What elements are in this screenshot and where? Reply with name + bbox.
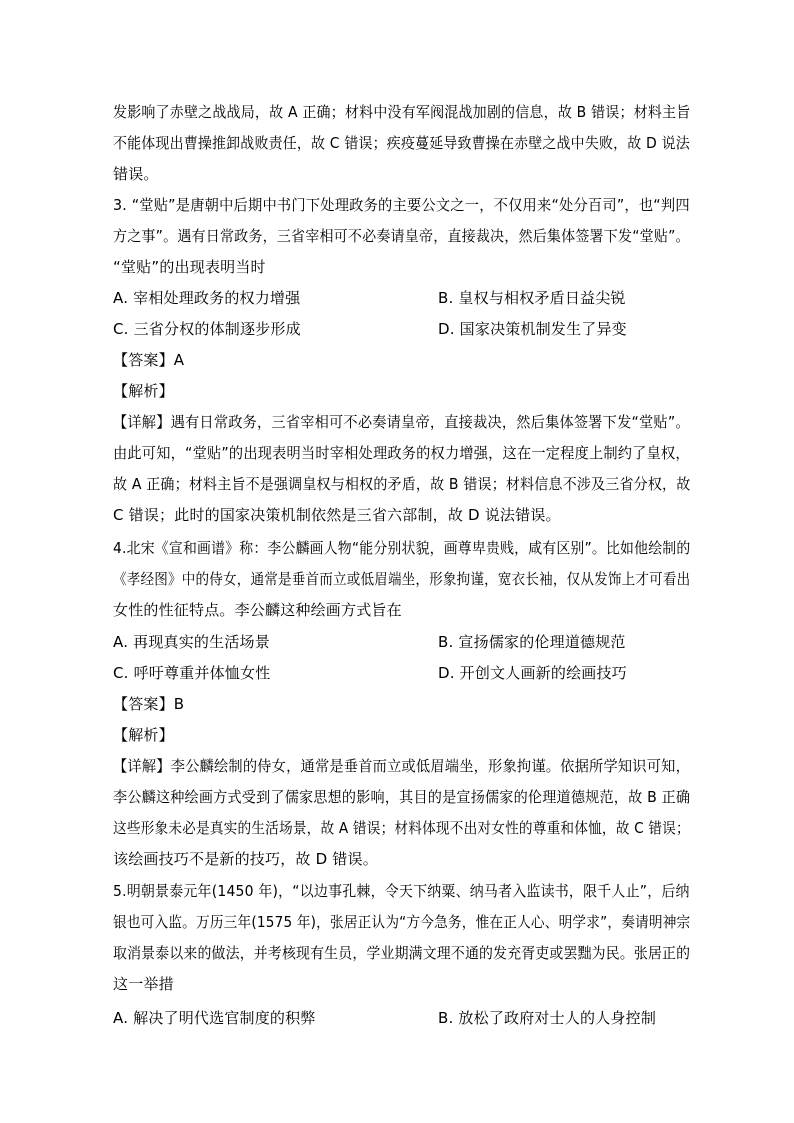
q3-detail-line-3: 故 A 正确；材料主旨不是强调皇权与相权的矛盾，故 B 错误；材料信息不涉及三省分权，故 (113, 475, 691, 493)
q3-stem-line-1: 3. “堂贴”是唐朝中后期中书门下处理政务的主要公文之一，不仅用来“处分百司”，也“判四 (113, 196, 690, 214)
q3-detail-line-4: C 错误；此时的国家决策机制依然是三省六部制，故 D 说法错误。 (113, 506, 561, 524)
q4-option-c: C. 呼吁尊重并体恤女性 (113, 664, 271, 682)
q4-option-b: B. 宣扬儒家的伦理道德规范 (438, 633, 626, 651)
q3-detail-line-1: 【详解】遇有日常政务，三省宰相可不必奏请皇帝，直接裁决，然后集体签署下发“堂贴”。 (113, 413, 690, 431)
q5-stem-line-1: 5.明朝景泰元年(1450 年)，“以边事孔棘，令天下纳粟、纳马者入监读书，限千人止”，后纳 (113, 882, 690, 900)
q4-detail-line-2: 李公麟这种绘画方式受到了儒家思想的影响，其目的是宣扬儒家的伦理道德规范，故 B 正确 (113, 788, 691, 806)
q5-stem-line-4: 这一举措 (113, 975, 174, 993)
q5-option-b: B. 放松了政府对士人的人身控制 (438, 1009, 657, 1027)
q5-stem-line-2: 银也可入监。万历三年(1575 年)，张居正认为“方今急务，惟在正人心、明学求”，奏请明神宗 (113, 913, 691, 931)
q4-detail-line-4: 该绘画技巧不是新的技巧，故 D 错误。 (113, 850, 378, 868)
q3-analysis-label: 【解析】 (113, 382, 174, 400)
q4-option-a: A. 再现真实的生活场景 (113, 633, 270, 651)
q4-analysis-label: 【解析】 (113, 726, 174, 744)
q4-stem-line-2: 《孝经图》中的侍女，通常是垂首而立或低眉端坐，形象拘谨，宽衣长袖，仅从发饰上才可看出 (113, 570, 691, 588)
q4-option-d: D. 开创文人画新的绘画技巧 (438, 664, 627, 682)
q3-stem-line-2: 方之事”。遇有日常政务，三省宰相可不必奏请皇帝，直接裁决，然后集体签署下发“堂贴”。 (113, 227, 690, 245)
q3-stem-line-3: “堂贴”的出现表明当时 (113, 258, 266, 276)
intro-line-2: 不能体现出曹操推卸战败责任，故 C 错误；疾疫蔓延导致曹操在赤壁之战中失败，故 D 说法 (113, 134, 690, 152)
q5-option-a: A. 解决了明代选官制度的积弊 (113, 1009, 316, 1027)
q5-stem-line-3: 取消景泰以来的做法，并考核现有生员，学业期满文理不通的发充胥吏或罢黜为民。张居正的 (113, 944, 691, 962)
q4-answer: 【答案】B (113, 695, 185, 713)
q4-stem-line-1: 4.北宋《宣和画谱》称：李公麟画人物“能分别状貌，画尊卑贵贱，咸有区别”。比如他绘制的 (113, 539, 691, 557)
q3-option-b: B. 皇权与相权矛盾日益尖锐 (438, 289, 626, 307)
q3-detail-line-2: 由此可知，“堂贴”的出现表明当时宰相处理政务的权力增强，这在一定程度上制约了皇权， (113, 444, 690, 462)
q3-option-c: C. 三省分权的体制逐步形成 (113, 320, 301, 338)
q3-answer: 【答案】A (113, 351, 185, 369)
q4-detail-line-3: 这些形象未必是真实的生活场景，故 A 错误；材料体现不出对女性的尊重和体恤，故 C 错误； (113, 819, 690, 837)
q4-stem-line-3: 女性的性征特点。李公麟这种绘画方式旨在 (113, 601, 402, 619)
intro-line-1: 发影响了赤壁之战战局，故 A 正确；材料中没有军阀混战加剧的信息，故 B 错误；材料主旨 (113, 103, 691, 121)
q4-detail-line-1: 【详解】李公麟绘制的侍女，通常是垂首而立或低眉端坐，形象拘谨。依据所学知识可知， (113, 757, 691, 775)
q3-option-a: A. 宰相处理政务的权力增强 (113, 289, 301, 307)
intro-line-3: 错误。 (113, 165, 159, 183)
q3-option-d: D. 国家决策机制发生了异变 (438, 320, 627, 338)
